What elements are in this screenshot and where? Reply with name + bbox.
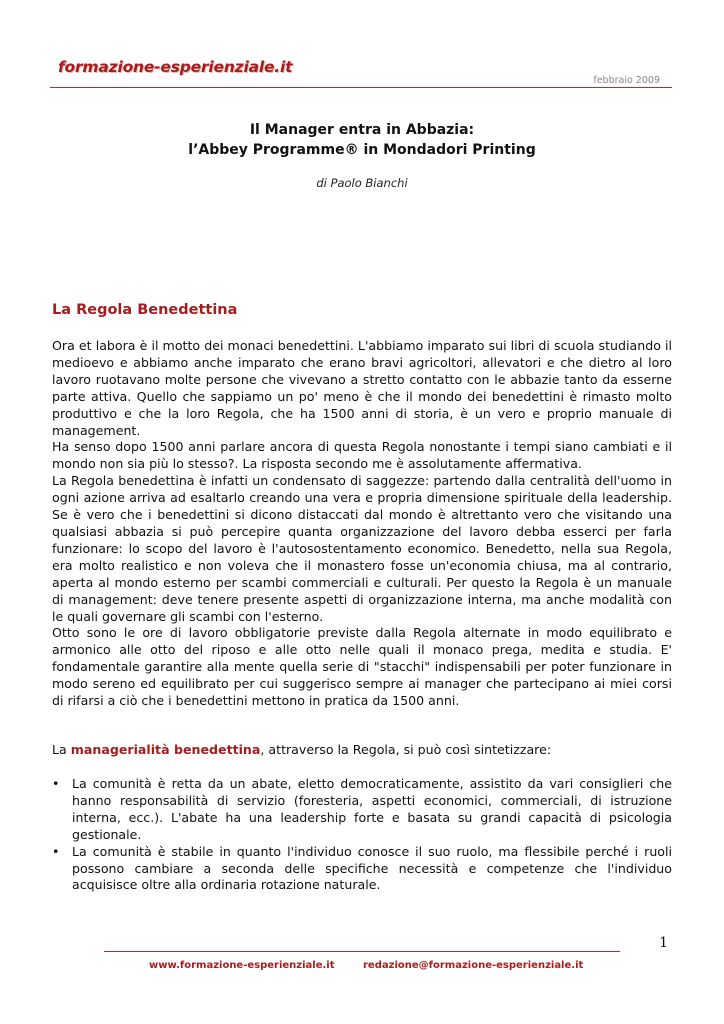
bullet-icon: • (52, 843, 60, 859)
title-line-1: Il Manager entra in Abbazia: (249, 122, 475, 138)
paragraph: Ora et labora è il motto dei monaci benedettini. L'abbiamo imparato sui libri di scuola studiando il medioevo e abbiamo anche imparato che erano bravi agricoltori, allevatori e che dietro al loro lavoro ruotavano molte persone che vivevano a stretto contatto con le abbazie tanto da esserne parte attiva. Quello che sappiamo un po' meno è che il mondo dei benedettini è rimasto molto produttivo e che la loro Regola, che ha 1500 anni di storia, è un vero e proprio manuale di management. (52, 338, 672, 438)
paragraph: La Regola benedettina è infatti un condensato di saggezze: partendo dalla centralità dell'uomo in ogni azione arriva ad esaltarlo creando una vera e propria dimensione spirituale della leadership. Se è vero che i benedettini si dicono distaccati dal mondo è altrettanto vero che visitando una qualsiasi abbazia si può percepire quanta organizzazione del lavoro debba esserci per farla funzionare: lo scopo del lavoro è l'autosostentamento economico. Benedetto, nella sua Regola, era molto realistico e non voleva che il monastero fosse un'economia chiusa, ma al contrario, aperta al mondo esterno per scambi commerciali e culturali. Per questo la Regola è un manuale di management: deve tenere presente aspetti di organizzazione interna, ma anche modalità con le quali governare gli scambi con l'esterno. (52, 473, 672, 624)
page-number: 1 (659, 935, 668, 951)
list-item-text: La comunità è retta da un abate, eletto democraticamente, assistito da vari consiglieri che hanno responsabilità di servizio (foresteria, aspetti economici, commerciali, di istruzione interna, ecc.). L'abate ha una leadership forte e basata su grandi capacità di psicologia gestionale. (72, 776, 672, 842)
intro-suffix: , attraverso la Regola, si può così sintetizzare: (260, 742, 552, 757)
author-byline: di Paolo Bianchi (316, 176, 408, 190)
title-line-2: l’Abbey Programme® in Mondadori Printing (188, 142, 536, 158)
document-title (0, 120, 724, 160)
paragraph: Otto sono le ore di lavoro obbligatorie previste dalla Regola alternate in modo equilibrato e armonico alle otto del riposo e alle otto nelle quali il monaco prega, medita e studia. E' fondamentale garantire alla mente quella serie di "stacchi" indispensabili per poter funzionare in modo sereno ed equilibrato per cui suggerisco sempre ai manager che partecipano ai miei corsi di rifarsi a ciò che i benedettini mettono in pratica da 1500 anni. (52, 625, 672, 709)
footer-email-link[interactable]: redazione@formazione-esperienziale.it (363, 960, 584, 971)
section-heading: La Regola Benedettina (52, 302, 238, 318)
intro-prefix: La (52, 742, 71, 757)
list-item (52, 844, 672, 895)
header-divider (50, 87, 672, 88)
list-intro (52, 742, 672, 759)
header-date: febbraio 2009 (593, 75, 660, 86)
footer-website-link[interactable]: www.formazione-esperienziale.it (149, 960, 335, 971)
list-item (52, 776, 672, 844)
list-item-text: La comunità è stabile in quanto l'individuo conosce il suo ruolo, ma flessibile perché i ruoli possono cambiare a seconda delle specifiche necessità e competenze che l'individuo acquisisce oltre alla ordinaria rotazione naturale. (72, 843, 672, 893)
bullet-list (52, 776, 672, 894)
body-text (52, 338, 672, 710)
intro-highlight: managerialità benedettina (70, 742, 261, 757)
bullet-icon: • (52, 776, 60, 791)
brand-logo-text: formazione-esperienziale.it (58, 58, 293, 76)
footer-divider (104, 951, 620, 952)
paragraph: Ha senso dopo 1500 anni parlare ancora di questa Regola nonostante i tempi siano cambiati e il mondo non sia più lo stesso?. La risposta secondo me è assolutamente affermativa. (52, 439, 672, 472)
